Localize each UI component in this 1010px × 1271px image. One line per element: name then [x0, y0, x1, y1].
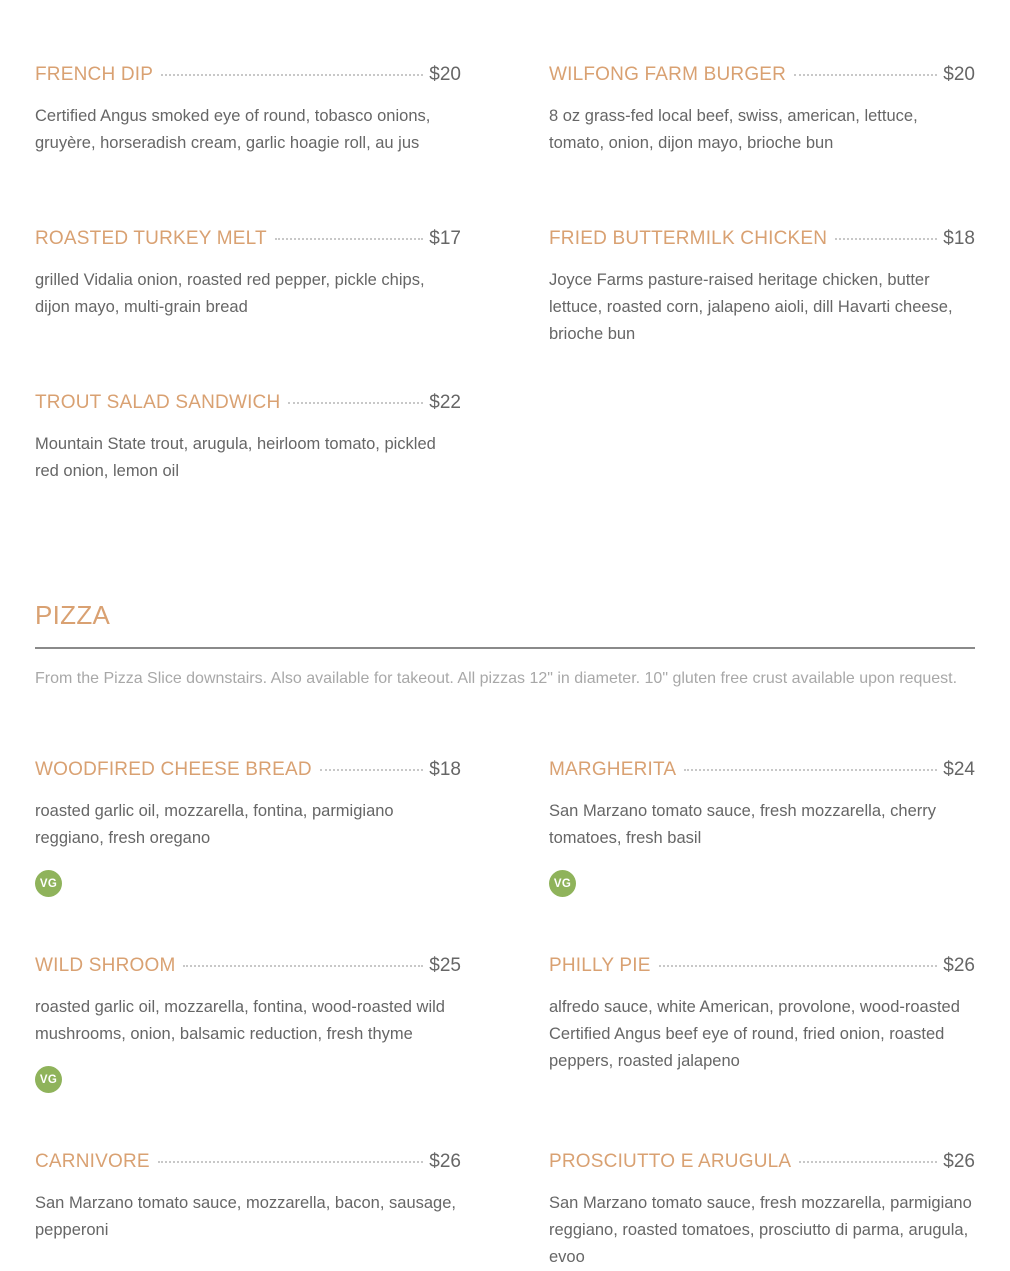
menu-item-roasted-turkey-melt — [35, 228, 461, 348]
item-price: $17 — [429, 228, 461, 249]
item-price: $20 — [943, 64, 975, 85]
sandwich-row-1 — [35, 64, 975, 157]
dot-leader — [835, 238, 937, 240]
item-name: MARGHERITA — [549, 759, 677, 780]
item-name: PROSCIUTTO E ARUGULA — [549, 1151, 792, 1172]
item-header — [549, 1151, 975, 1173]
item-description: roasted garlic oil, mozzarella, fontina, wood-roasted wild mushrooms, onion, balsamic reduction, fresh thyme — [35, 998, 445, 1043]
item-header — [35, 759, 461, 781]
sandwich-row-3 — [35, 392, 975, 485]
dot-leader — [275, 238, 423, 240]
item-header — [35, 1151, 461, 1173]
menu-item-carnivore — [35, 1151, 461, 1271]
item-name: FRENCH DIP — [35, 64, 154, 85]
dot-leader — [161, 74, 423, 76]
item-name: WILD SHROOM — [35, 955, 176, 976]
section-divider — [35, 647, 975, 649]
dot-leader — [320, 769, 424, 771]
item-price: $24 — [943, 759, 975, 780]
item-name: ROASTED TURKEY MELT — [35, 228, 267, 249]
section-note: From the Pizza Slice downstairs. Also available for takeout. All pizzas 12" in diameter. 10" gluten free crust available upon request. — [35, 670, 958, 687]
menu-item-philly-pie — [549, 955, 975, 1093]
pizza-row-3 — [35, 1151, 975, 1271]
item-description: San Marzano tomato sauce, fresh mozzarella, cherry tomatoes, fresh basil — [549, 802, 937, 847]
menu-item-prosciutto-e-arugula — [549, 1151, 975, 1271]
dot-leader — [183, 965, 423, 967]
menu-item-margherita — [549, 759, 975, 897]
vegetarian-badge: VG — [549, 870, 576, 897]
item-description: San Marzano tomato sauce, fresh mozzarella, parmigiano reggiano, roasted tomatoes, prosciutto di parma, arugula, evoo — [549, 1194, 972, 1266]
dot-leader — [288, 402, 423, 404]
item-header — [35, 228, 461, 250]
item-name: WOODFIRED CHEESE BREAD — [35, 759, 312, 780]
menu-item-trout-salad-sandwich — [35, 392, 461, 485]
item-price: $26 — [943, 1151, 975, 1172]
item-name: CARNIVORE — [35, 1151, 150, 1172]
pizza-row-1 — [35, 759, 975, 897]
dot-leader — [794, 74, 937, 76]
item-header — [549, 759, 975, 781]
item-price: $25 — [429, 955, 461, 976]
item-description: San Marzano tomato sauce, mozzarella, bacon, sausage, pepperoni — [35, 1194, 456, 1239]
item-header — [549, 64, 975, 86]
item-price: $20 — [429, 64, 461, 85]
item-price: $18 — [943, 228, 975, 249]
item-header — [549, 228, 975, 250]
item-name: WILFONG FARM BURGER — [549, 64, 787, 85]
sandwich-row-2 — [35, 228, 975, 348]
item-description: 8 oz grass-fed local beef, swiss, american, lettuce, tomato, onion, dijon mayo, brioche bun — [549, 107, 918, 152]
item-description: alfredo sauce, white American, provolone, wood-roasted Certified Angus beef eye of round, fried onion, roasted peppers, roasted jalapeno — [549, 998, 960, 1070]
item-description: roasted garlic oil, mozzarella, fontina, parmigiano reggiano, fresh oregano — [35, 802, 394, 847]
item-name: FRIED BUTTERMILK CHICKEN — [549, 228, 828, 249]
item-header — [35, 64, 461, 86]
item-description: Certified Angus smoked eye of round, tobasco onions, gruyère, horseradish cream, garlic hoagie roll, au jus — [35, 107, 431, 152]
item-header — [35, 392, 461, 414]
dot-leader — [659, 965, 938, 967]
dot-leader — [158, 1161, 424, 1163]
menu-item-fried-buttermilk-chicken — [549, 228, 975, 348]
section-title: PIZZA — [35, 600, 111, 630]
item-header — [549, 955, 975, 977]
vegetarian-badge: VG — [35, 870, 62, 897]
item-description: Joyce Farms pasture-raised heritage chicken, butter lettuce, roasted corn, jalapeno aioli, dill Havarti cheese, brioche bun — [549, 271, 953, 343]
item-price: $26 — [943, 955, 975, 976]
item-price: $22 — [429, 392, 461, 413]
menu-item-woodfired-cheese-bread — [35, 759, 461, 897]
item-header — [35, 955, 461, 977]
item-price: $18 — [429, 759, 461, 780]
dot-leader — [684, 769, 937, 771]
menu-item-french-dip — [35, 64, 461, 157]
item-name: PHILLY PIE — [549, 955, 651, 976]
menu-item-wild-shroom — [35, 955, 461, 1093]
item-description: grilled Vidalia onion, roasted red pepper, pickle chips, dijon mayo, multi-grain bread — [35, 271, 425, 316]
vegetarian-badge: VG — [35, 1066, 62, 1093]
item-name: TROUT SALAD SANDWICH — [35, 392, 281, 413]
menu-item-wilfong-farm-burger — [549, 64, 975, 157]
item-description: Mountain State trout, arugula, heirloom tomato, pickled red onion, lemon oil — [35, 435, 436, 480]
item-price: $26 — [429, 1151, 461, 1172]
dot-leader — [799, 1161, 937, 1163]
pizza-row-2 — [35, 955, 975, 1093]
